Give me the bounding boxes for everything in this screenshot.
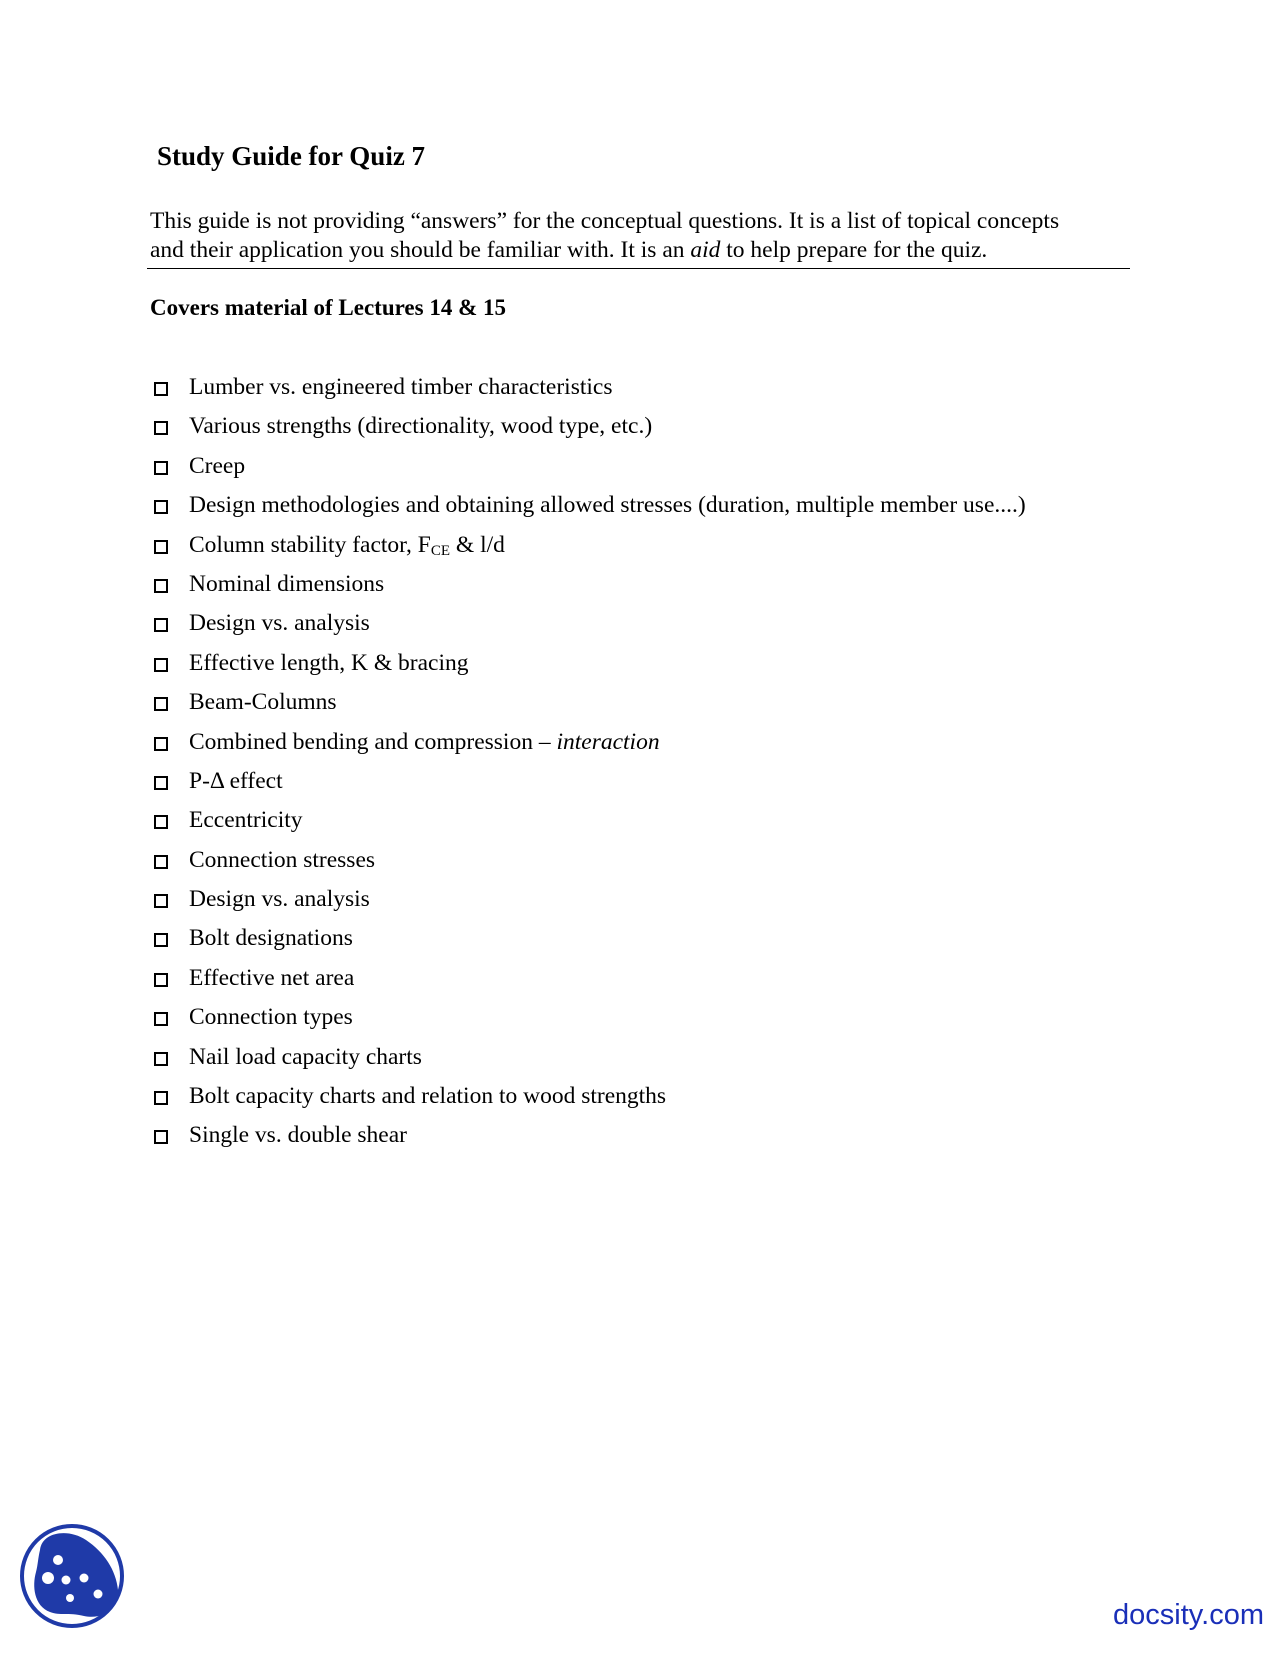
checkbox-icon[interactable] <box>154 815 168 829</box>
divider-rule <box>147 268 1130 269</box>
topic-text-part: & l/d <box>450 531 505 558</box>
checkbox-icon[interactable] <box>154 1130 168 1144</box>
logo-dot <box>62 1576 71 1585</box>
topic-subscript: CE <box>430 542 451 559</box>
checkbox-icon[interactable] <box>154 776 168 790</box>
checkbox-icon[interactable] <box>154 658 168 672</box>
checkbox-icon[interactable] <box>154 421 168 435</box>
logo-dot <box>42 1572 54 1584</box>
topic-text: Eccentricity <box>189 807 303 834</box>
checkbox-icon[interactable] <box>154 540 168 554</box>
topic-emphasis: interaction <box>556 728 660 755</box>
section-heading: Covers material of Lectures 14 & 15 <box>150 295 506 320</box>
logo-dot <box>94 1590 103 1599</box>
checkbox-icon[interactable] <box>154 500 168 514</box>
topic-text: Connection types <box>189 1004 353 1031</box>
topic-text-part: Combined bending and compression – <box>189 728 557 755</box>
topic-text: Creep <box>189 452 246 479</box>
checkbox-icon[interactable] <box>154 1091 168 1105</box>
docsity-logo-icon <box>20 1520 132 1632</box>
topic-text: Beam-Columns <box>189 689 337 716</box>
topic-text: Effective length, K & bracing <box>189 649 469 676</box>
topic-text: P-Δ effect <box>189 767 283 794</box>
topic-text: Bolt designations <box>189 925 353 952</box>
checkbox-icon[interactable] <box>154 855 168 869</box>
checkbox-icon[interactable] <box>154 737 168 751</box>
topic-text: Effective net area <box>189 964 355 991</box>
topic-text: Lumber vs. engineered timber characteristics <box>189 374 613 400</box>
intro-line-2-end: to help prepare for the quiz. <box>720 237 988 263</box>
intro-paragraph <box>150 207 1140 265</box>
topic-text: Single vs. double shear <box>189 1122 407 1149</box>
intro-line-2-start: and their application you should be familiar with. It is an <box>150 237 691 263</box>
checkbox-icon[interactable] <box>154 382 168 396</box>
topic-text: Bolt capacity charts and relation to wood strengths <box>189 1083 667 1110</box>
checkbox-icon[interactable] <box>154 933 168 947</box>
checkbox-icon[interactable] <box>154 1012 168 1026</box>
checkbox-icon[interactable] <box>154 894 168 908</box>
topic-text: Design vs. analysis <box>189 886 370 913</box>
logo-dot <box>53 1555 63 1565</box>
topic-text: Design methodologies and obtaining allowed stresses (duration, multiple member use....) <box>189 492 1026 519</box>
checkbox-icon[interactable] <box>154 1052 168 1066</box>
checkbox-icon[interactable] <box>154 697 168 711</box>
checkbox-icon[interactable] <box>154 579 168 593</box>
logo-dot <box>80 1574 89 1583</box>
intro-line-2 <box>150 236 1140 265</box>
checkbox-icon[interactable] <box>154 618 168 632</box>
intro-emphasis: aid <box>690 237 721 263</box>
topic-text: Nail load capacity charts <box>189 1043 422 1070</box>
docsity-watermark[interactable]: docsity.com <box>1113 1599 1264 1631</box>
topic-text: Nominal dimensions <box>189 570 385 597</box>
page-title: Study Guide for Quiz 7 <box>157 141 426 171</box>
topic-text <box>189 727 660 757</box>
topic-text-part: Column stability factor, F <box>189 531 431 558</box>
checkbox-icon[interactable] <box>154 973 168 987</box>
topic-text: Design vs. analysis <box>189 610 370 637</box>
topic-text: Connection stresses <box>189 846 376 873</box>
logo-dot <box>66 1594 74 1602</box>
intro-line-1: This guide is not providing “answers” for the conceptual questions. It is a list of topical concepts <box>150 208 1060 234</box>
checkbox-icon[interactable] <box>154 461 168 475</box>
topic-text <box>189 530 505 560</box>
topic-text: Various strengths (directionality, wood type, etc.) <box>189 413 653 440</box>
